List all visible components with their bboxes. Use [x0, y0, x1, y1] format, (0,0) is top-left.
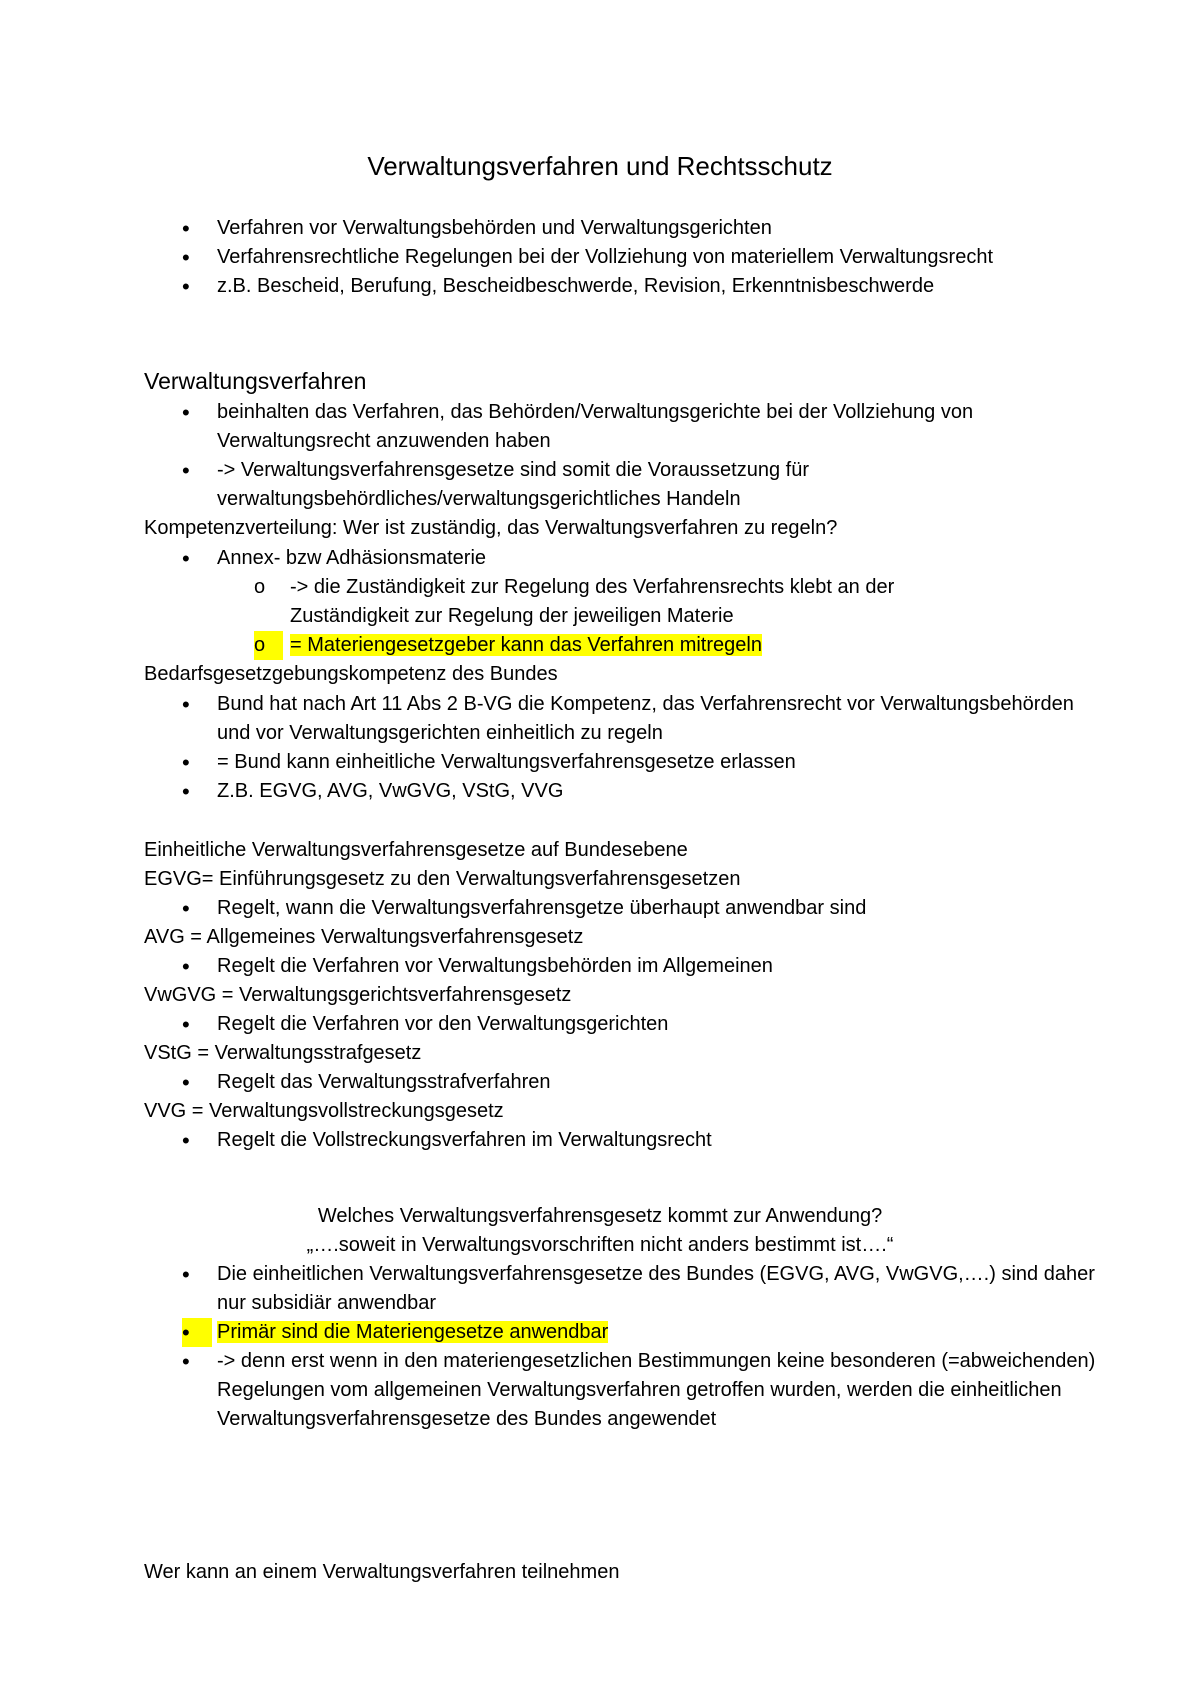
law-name: VVG = Verwaltungsvollstreckungsgesetz — [144, 1100, 504, 1122]
bedarf-heading: Bedarfsgesetzgebungskompetenz des Bundes — [144, 663, 558, 685]
law-desc-list — [217, 952, 1097, 981]
einheitlich-heading: Einheitliche Verwaltungsverfahrensgesetze auf Bundesebene — [144, 839, 688, 861]
kompetenz-list — [217, 544, 1097, 573]
law-desc-list — [217, 1010, 1097, 1039]
kompetenz-sublist — [290, 573, 970, 660]
list-item: • Z.B. EGVG, AVG, VwGVG, VStG, VVG — [217, 777, 1097, 806]
document-title: Verwaltungsverfahren und Rechtsschutz — [367, 151, 833, 181]
law-desc-list — [217, 1126, 1097, 1155]
sublist-item: o -> die Zuständigkeit zur Regelung des Verfahrensrechts klebt an der Zuständigkeit zur Regelung der jeweiligen Materie — [290, 573, 970, 631]
list-item: • Regelt die Verfahren vor den Verwaltungsgerichten — [217, 1010, 1097, 1039]
sublist-item-highlighted — [290, 631, 970, 660]
highlighted-text: = Materiengesetzgeber kann das Verfahren mitregeln — [290, 634, 762, 656]
list-item: • Regelt die Verfahren vor Verwaltungsbehörden im Allgemeinen — [217, 952, 1097, 981]
last-heading: Wer kann an einem Verwaltungsverfahren teilnehmen — [144, 1561, 620, 1583]
list-item: • z.B. Bescheid, Berufung, Bescheidbeschwerde, Revision, Erkenntnisbeschwerde — [217, 272, 1097, 301]
question-line: Welches Verwaltungsverfahrensgesetz kommt zur Anwendung? — [317, 1205, 883, 1227]
list-item: • Regelt das Verwaltungsstrafverfahren — [217, 1068, 1097, 1097]
highlighted-text: Primär sind die Materiengesetze anwendbar — [217, 1321, 609, 1343]
list-item: • Die einheitlichen Verwaltungsverfahrensgesetze des Bundes (EGVG, AVG, VwGVG,….) sind daher nur subsidiär anwendbar — [217, 1260, 1097, 1318]
list-item: • -> Verwaltungsverfahrensgesetze sind somit die Voraussetzung für verwaltungsbehördliches/verwaltungsgerichtliches Handeln — [217, 456, 1097, 514]
law-name: EGVG= Einführungsgesetz zu den Verwaltungsverfahrensgesetzen — [144, 868, 741, 890]
law-name: VwGVG = Verwaltungsgerichtsverfahrensgesetz — [144, 984, 572, 1006]
law-desc-list — [217, 894, 1097, 923]
quote-line: „….soweit in Verwaltungsvorschriften nicht anders bestimmt ist….“ — [306, 1234, 894, 1256]
section-heading: Verwaltungsverfahren — [144, 368, 367, 394]
bedarf-list — [217, 690, 1097, 806]
list-item: • Regelt, wann die Verwaltungsverfahrensgetze überhaupt anwendbar sind — [217, 894, 1097, 923]
list-item: • Verfahren vor Verwaltungsbehörden und Verwaltungsgerichten — [217, 214, 1097, 243]
kompetenz-heading: Kompetenzverteilung: Wer ist zuständig, das Verwaltungsverfahren zu regeln? — [144, 517, 838, 539]
law-name: AVG = Allgemeines Verwaltungsverfahrensgesetz — [144, 926, 584, 948]
list-item-highlighted — [217, 1318, 1097, 1347]
anwendung-list — [217, 1260, 1097, 1434]
list-item: • Regelt die Vollstreckungsverfahren im Verwaltungsrecht — [217, 1126, 1097, 1155]
verwaltungsverfahren-list — [217, 398, 1097, 514]
law-desc-list — [217, 1068, 1097, 1097]
intro-list — [217, 214, 1097, 301]
list-item: • = Bund kann einheitliche Verwaltungsverfahrensgesetze erlassen — [217, 748, 1097, 777]
list-item: • beinhalten das Verfahren, das Behörden/Verwaltungsgerichte bei der Vollziehung von Verwaltungsrecht anzuwenden haben — [217, 398, 1097, 456]
list-item: • Bund hat nach Art 11 Abs 2 B-VG die Kompetenz, das Verfahrensrecht vor Verwaltungsbehörden und vor Verwaltungsgerichten einheitlich zu regeln — [217, 690, 1097, 748]
list-item: • Annex- bzw Adhäsionsmaterie — [217, 544, 1097, 573]
list-item: • Verfahrensrechtliche Regelungen bei der Vollziehung von materiellem Verwaltungsrecht — [217, 243, 1097, 272]
list-item: • -> denn erst wenn in den materiengesetzlichen Bestimmungen keine besonderen (=abweichenden) Regelungen vom allgemeinen Verwaltungsverfahren getroffen wurden, werden die einheitlichen Verwaltungsverfahrensgesetze des Bundes angewendet — [217, 1347, 1097, 1434]
law-name: VStG = Verwaltungsstrafgesetz — [144, 1042, 422, 1064]
